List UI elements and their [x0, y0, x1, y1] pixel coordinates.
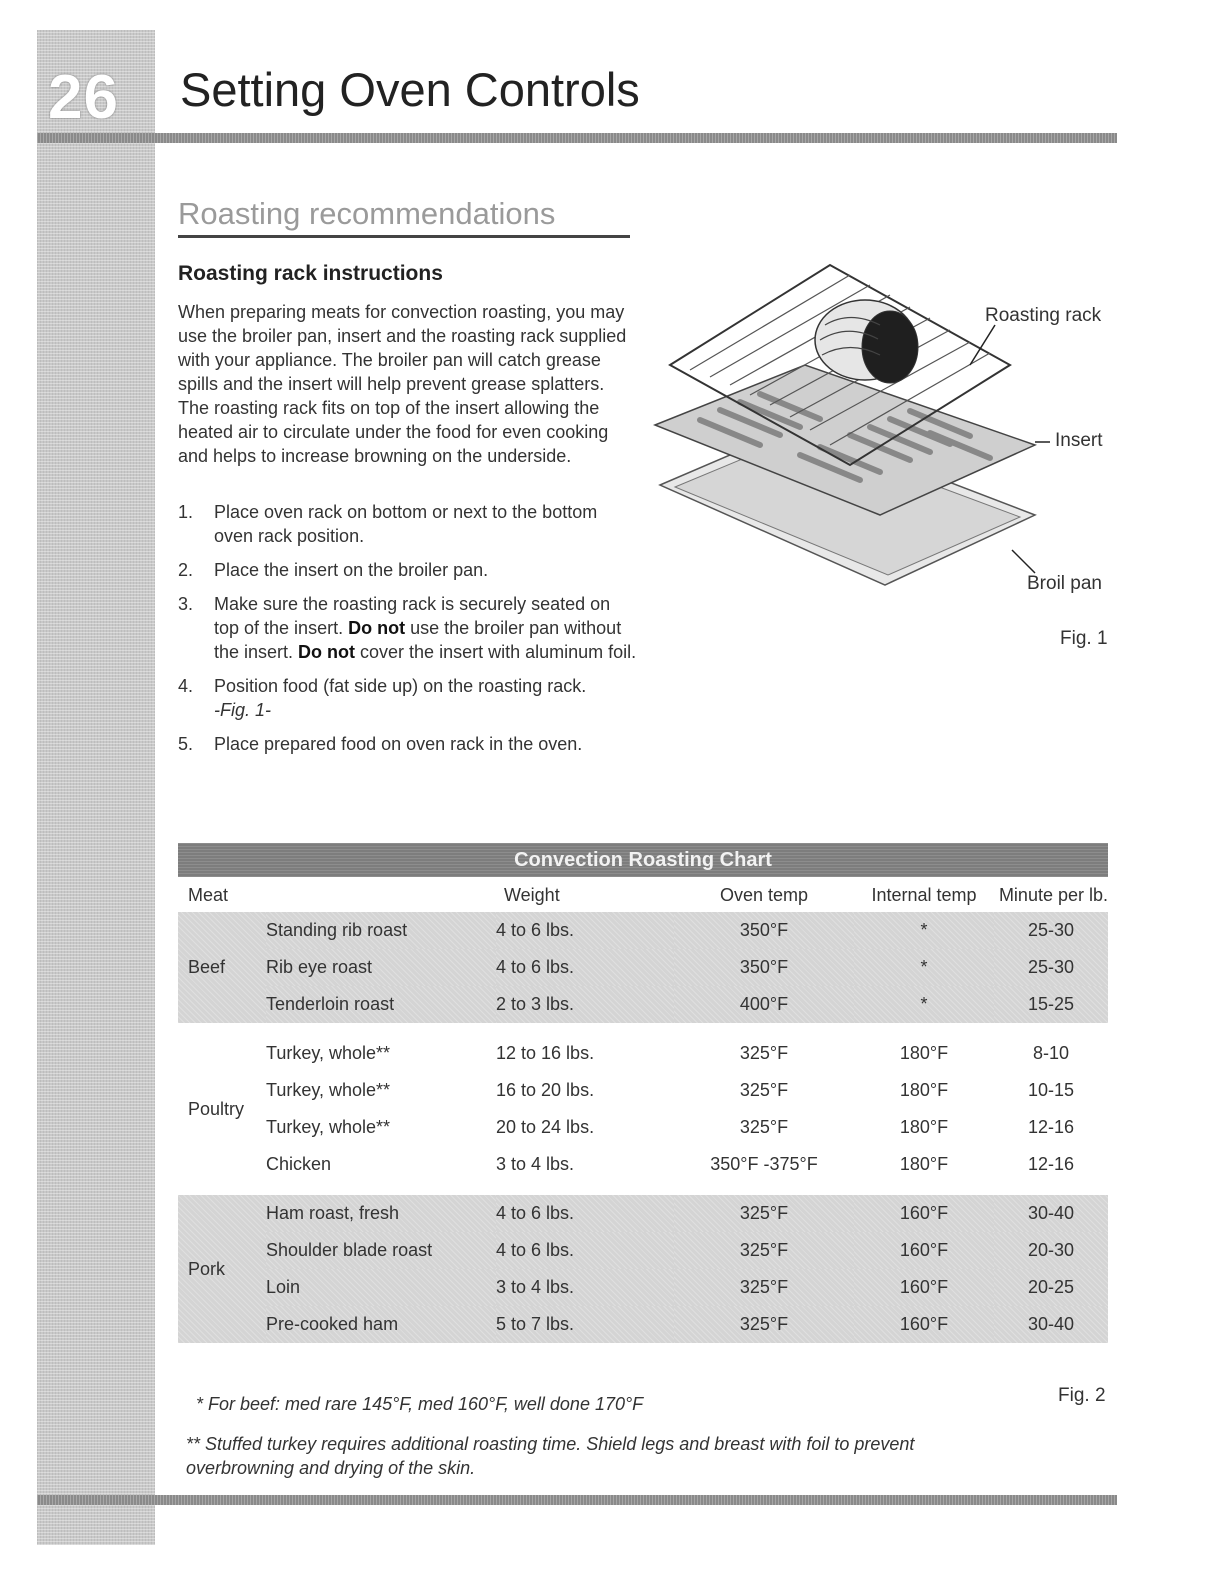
cell-oven: 325°F — [674, 1269, 854, 1306]
cell-minutes: 30-40 — [994, 1195, 1108, 1232]
table-row — [178, 1072, 1108, 1109]
cell-weight: 4 to 6 lbs. — [496, 912, 674, 949]
step-2 — [178, 558, 638, 582]
cell-internal: 160°F — [854, 1306, 994, 1343]
footnote-beef: * For beef: med rare 145°F, med 160°F, well done 170°F — [196, 1394, 644, 1414]
cell-name: Standing rib roast — [266, 912, 496, 949]
cell-minutes: 30-40 — [994, 1306, 1108, 1343]
cell-weight: 3 to 4 lbs. — [496, 1269, 674, 1306]
label-roasting-rack: Roasting rack — [985, 305, 1102, 326]
table-spacer — [178, 1023, 1108, 1035]
figure-2-caption: Fig. 2 — [1058, 1385, 1106, 1406]
cell-weight: 4 to 6 lbs. — [496, 1195, 674, 1232]
cell-internal: 180°F — [899, 1043, 949, 1063]
header-meat: Meat — [188, 885, 229, 905]
header-weight: Weight — [504, 885, 560, 905]
cell-name: Rib eye roast — [266, 949, 496, 986]
cell-weight: 16 to 20 lbs. — [496, 1080, 595, 1100]
step-3 — [178, 592, 638, 664]
step-warning: Do not — [348, 618, 406, 638]
cell-minutes: 12-16 — [1027, 1117, 1075, 1137]
cell-weight: 5 to 7 lbs. — [496, 1306, 674, 1343]
cell-name: Turkey, whole** — [266, 1043, 391, 1063]
cell-minutes: 25-30 — [994, 949, 1108, 986]
step-text: cover the insert with aluminum foil. — [355, 642, 637, 662]
label-insert: Insert — [1055, 430, 1103, 451]
cell-name: Tenderloin roast — [266, 986, 496, 1023]
step-1 — [178, 500, 638, 548]
footnote-turkey: ** Stuffed turkey requires additional roasting time. Shield legs and breast with foil to prevent overbrowning and drying of the skin. — [186, 1434, 915, 1478]
cell-minutes: 20-25 — [994, 1269, 1108, 1306]
convection-roasting-chart — [178, 843, 1108, 1343]
step-number: 2. — [178, 560, 194, 580]
step-text: Place oven rack on bottom or next to the bottom oven rack position. — [214, 502, 598, 546]
cell-weight: 2 to 3 lbs. — [496, 986, 674, 1023]
cell-oven: 325°F — [739, 1117, 789, 1137]
title-rule — [37, 133, 1117, 143]
subsection-title: Roasting rack instructions — [178, 262, 443, 285]
cell-minutes: 25-30 — [994, 912, 1108, 949]
cell-internal: 160°F — [854, 1195, 994, 1232]
category-poultry: Poultry — [188, 1098, 245, 1119]
step-number: 5. — [178, 734, 194, 754]
table-row — [178, 1035, 1108, 1072]
side-strip — [37, 30, 155, 1545]
table-row — [178, 1269, 1108, 1306]
category-pork: Pork — [178, 1195, 266, 1343]
cell-internal: * — [854, 949, 994, 986]
table-row — [178, 986, 1108, 1023]
cell-minutes: 10-15 — [1027, 1080, 1075, 1100]
cell-oven: 325°F — [674, 1195, 854, 1232]
section-title: Roasting recommendations — [178, 196, 630, 238]
cell-oven: 350°F — [674, 949, 854, 986]
cell-oven: 325°F — [739, 1043, 789, 1063]
table-row — [178, 1109, 1108, 1146]
step-text: Position food (fat side up) on the roasting rack. — [214, 676, 587, 696]
page-number: 26 — [48, 63, 119, 132]
instruction-steps — [178, 500, 638, 766]
category-beef: Beef — [178, 912, 266, 1023]
cell-minutes: 15-25 — [994, 986, 1108, 1023]
cell-oven: 325°F — [674, 1232, 854, 1269]
cell-name: Ham roast, fresh — [266, 1195, 496, 1232]
table-row — [178, 1232, 1108, 1269]
cell-minutes: 12-16 — [1027, 1154, 1075, 1174]
step-text: Make sure the roasting rack is securely seated on top of the insert. — [214, 594, 611, 638]
cell-oven: 350°F -375°F — [710, 1154, 818, 1174]
cell-name: Shoulder blade roast — [266, 1232, 496, 1269]
step-number: 4. — [178, 676, 194, 696]
step-number: 1. — [178, 502, 194, 522]
cell-weight: 3 to 4 lbs. — [496, 1154, 575, 1174]
cell-minutes: 8-10 — [1032, 1043, 1070, 1063]
step-text: Place prepared food on oven rack in the oven. — [214, 734, 583, 754]
table-spacer — [178, 1183, 1108, 1195]
label-broil-pan: Broil pan — [1027, 573, 1102, 594]
step-text: use the broiler pan without the insert. — [214, 618, 622, 662]
chart-title: Convection Roasting Chart — [178, 843, 1108, 877]
cell-oven: 325°F — [739, 1080, 789, 1100]
intro-paragraph: When preparing meats for convection roasting, you may use the broiler pan, insert and the roasting rack supplied with your appliance. The broiler pan will catch grease spills and the insert will help prevent grease splatters. The roasting rack fits on top of the insert allowing the heated air to circulate under the food for even cooking and helps to increase browning on the underside. — [178, 302, 627, 466]
header-oven-temp: Oven temp — [719, 885, 809, 905]
step-warning: Do not — [298, 642, 356, 662]
bottom-rule — [37, 1495, 1117, 1505]
table-row — [178, 1146, 1108, 1183]
step-text: Place the insert on the broiler pan. — [214, 560, 489, 580]
cell-oven: 400°F — [674, 986, 854, 1023]
roasting-table — [178, 877, 1108, 1343]
cell-internal: 180°F — [899, 1080, 949, 1100]
roasting-rack-figure — [640, 255, 1120, 655]
step-number: 3. — [178, 594, 194, 614]
cell-weight: 4 to 6 lbs. — [496, 949, 674, 986]
step-4 — [178, 674, 638, 722]
figure-reference: -Fig. 1- — [214, 700, 272, 720]
cell-oven: 350°F — [674, 912, 854, 949]
figure-1-caption: Fig. 1 — [1060, 628, 1108, 649]
cell-name: Turkey, whole** — [266, 1117, 391, 1137]
step-5 — [178, 732, 638, 756]
cell-internal: * — [854, 912, 994, 949]
table-row — [178, 1195, 1108, 1232]
cell-name: Pre-cooked ham — [266, 1306, 496, 1343]
table-row — [178, 949, 1108, 986]
page-title: Setting Oven Controls — [180, 63, 640, 116]
cell-internal: * — [854, 986, 994, 1023]
table-row — [178, 1306, 1108, 1343]
cell-internal: 160°F — [854, 1269, 994, 1306]
cell-internal: 180°F — [899, 1117, 949, 1137]
header-minutes: Minute per lb. — [998, 885, 1108, 905]
cell-weight: 4 to 6 lbs. — [496, 1232, 674, 1269]
cell-weight: 20 to 24 lbs. — [496, 1117, 595, 1137]
header-internal-temp: Internal temp — [871, 885, 977, 905]
cell-name: Turkey, whole** — [266, 1080, 391, 1100]
cell-oven: 325°F — [674, 1306, 854, 1343]
cell-internal: 160°F — [854, 1232, 994, 1269]
cell-weight: 12 to 16 lbs. — [496, 1043, 595, 1063]
cell-internal: 180°F — [899, 1154, 949, 1174]
table-row — [178, 912, 1108, 949]
cell-name: Loin — [266, 1269, 496, 1306]
cell-name: Chicken — [266, 1154, 332, 1174]
cell-minutes: 20-30 — [994, 1232, 1108, 1269]
table-header-row — [178, 877, 1108, 912]
